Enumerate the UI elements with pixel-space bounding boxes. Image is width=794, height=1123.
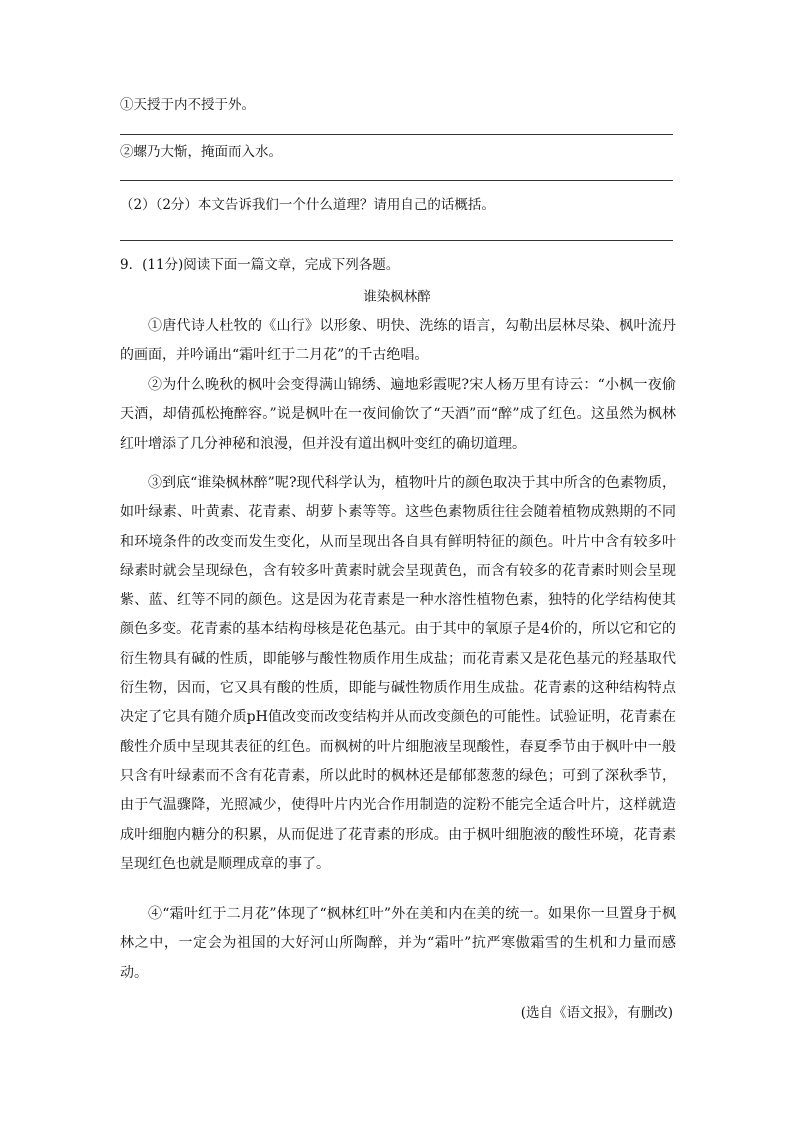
paragraph-2: ②为什么晚秋的枫叶会变得满山锦绣、遍地彩霞呢?宋人杨万里有诗云：“小枫一夜偷天酒，却倩孤松掩醉容。”说是枫叶在一夜间偷饮了“天酒”而“醉”成了红色。这虽然为枫林红叶增添了几分神秘和浪漫，但并没有道出枫叶变红的确切道理。 [120, 377, 676, 452]
article-source: (选自《语文报》，有删改) [520, 1005, 673, 1021]
article-title: 谁染枫林醉 [363, 289, 431, 305]
paragraph-1: ①唐代诗人杜牧的《山行》以形象、明快、洗练的语言，勾勒出层林尽染、枫叶流丹的画面，并吟诵出“霜叶红于二月花”的千古绝唱。 [120, 318, 676, 364]
question-8-item-2: ②螺乃大惭，掩面而入水。 [120, 144, 282, 160]
question-8-sub-2: （2）（2分）本文告诉我们一个什么道理？请用自己的话概括。 [120, 197, 495, 213]
paragraph-4: ④“霜叶红于二月花”体现了“枫林红叶”外在美和内在美的统一。如果你一旦置身于枫林之中，一定会为祖国的大好河山所陶醉，并为“霜叶”抗严寒傲霜雪的生机和力量而感动。 [120, 906, 676, 981]
paragraph-3: ③到底“谁染枫林醉”呢?现代科学认为，植物叶片的颜色取决于其中所含的色素物质，如叶绿素、叶黄素、花青素、胡萝卜素等等。这些色素物质往往会随着植物成熟期的不同和环境条件的改变而发生变化，从而呈现出各自具有鲜明特征的颜色。叶片中含有较多叶绿素时就会呈现绿色，含有较多叶黄素时就会呈现黄色，而含有较多的花青素时则会呈现紫、蓝、红等不同的颜色。这是因为花青素是一种水溶性植物色素，独特的化学结构使其颜色多变。花青素的基本结构母核是花色基元。由于其中的氧原子是4价的，所以它和它的衍生物具有碱的性质，即能够与酸性物质作用生成盐；而花青素又是花色基元的羟基取代衍生物，因而，它又具有酸的性质，即能与碱性物质作用生成盐。花青素的这种结构特点决定了它具有随介质pH值改变而改变结构并从而改变颜色的可能性。试验证明，花青素在酸性介质中呈现其表征的红色。而枫树的叶片细胞液呈现酸性，春夏季节由于枫叶中一般只含有叶绿素而不含有花青素，所以此时的枫林还是郁郁葱葱的绿色；可到了深秋季节，由于气温骤降，光照减少，使得叶片内光合作用制造的淀粉不能完全适合叶片，这样就造成叶细胞内糖分的积累，从而促进了花青素的形成。由于枫叶细胞液的酸性环境，花青素呈现红色也就是顺理成章的事了。 [120, 475, 676, 872]
question-8-item-1: ①天授于内不授于外。 [120, 97, 255, 113]
answer-line-3[interactable] [120, 240, 673, 241]
answer-line-1[interactable] [120, 134, 673, 135]
question-9-prompt: 9．(11分)阅读下面一篇文章，完成下列各题。 [120, 257, 400, 273]
answer-line-2[interactable] [120, 180, 673, 181]
